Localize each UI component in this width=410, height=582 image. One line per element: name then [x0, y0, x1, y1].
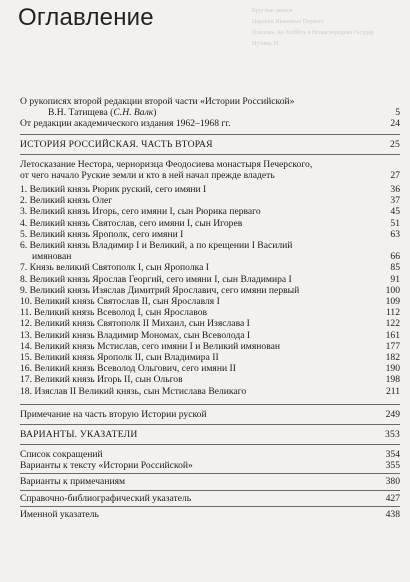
toc-entry: Справочно-библиографический указатель 427 — [20, 492, 400, 504]
chapter-list — [20, 184, 400, 397]
page-number: 27 — [390, 169, 400, 181]
page-number: 91 — [390, 273, 400, 285]
page-number: 25 — [390, 138, 400, 150]
list-item: 1. Великий князь Рюрик руский, сего имяни I 36 — [20, 184, 400, 196]
list-item: 16. Великий князь Всеволод Ольгович, сего имяни II 190 — [20, 363, 400, 375]
list-item: 4. Великий князь Святослав, сего имяни I, сын Игорев 51 — [20, 217, 400, 229]
page-number: 24 — [390, 118, 400, 130]
divider — [20, 506, 400, 507]
toc-section-heading: ВАРИАНТЫ. УКАЗАТЕЛИ 353 — [20, 429, 400, 441]
divider — [20, 473, 400, 474]
list-item: 5. Великий князь Ярополк, сего имяни I 63 — [20, 228, 400, 240]
toc-entry: От редакции академического издания 1962–1968 гг. 24 — [20, 118, 400, 130]
page-number: 85 — [390, 262, 400, 274]
list-item: 15. Великий князь Ярополк II, сын Владимира II 182 — [20, 352, 400, 364]
toc-entry: Летосказание Нестора, черноризца Феодосиева монастыря Печерского, — [20, 158, 313, 170]
list-item: 17. Великий князь Игорь II, сын Ольгов 198 — [20, 374, 400, 386]
toc-entry: Список сокращений 354 — [20, 449, 400, 461]
page-number: 36 — [390, 184, 400, 196]
page-number: 427 — [385, 492, 400, 504]
page-number: 211 — [385, 385, 400, 397]
toc-section-heading: ИСТОРИЯ РОССИЙСКАЯ. ЧАСТЬ ВТОРАЯ 25 — [20, 138, 400, 150]
page-number: 109 — [385, 296, 400, 308]
list-item: 7. Князь великий Святополк I, сын Ярополка I 85 — [20, 262, 400, 274]
divider — [20, 134, 400, 135]
page-number: 51 — [390, 217, 400, 229]
bleed-through-text: Круглые записи Царских Ивановых Первого Поклона. Ко Хюббоу в Новая передняя Государ Путина. И — [252, 8, 374, 47]
list-item: 2. Великий князь Олег 37 — [20, 195, 400, 207]
toc-entry: О рукописях второй редакции второй части «Истории Российской» — [20, 96, 295, 107]
toc-entry: Варианты к тексту «Истории Российской» 355 — [20, 460, 400, 472]
page-title: Оглавление — [18, 4, 154, 31]
page-number: 355 — [385, 460, 400, 472]
page-number: 190 — [385, 363, 400, 375]
page-number: 37 — [390, 195, 400, 207]
page-number: 249 — [385, 408, 400, 420]
page-number: 5 — [395, 107, 400, 119]
list-item: 11. Великий князь Всеволод I, сын Ярославов 112 — [20, 307, 400, 319]
list-item: 10. Великий князь Святослав II, сын Ярославля I 109 — [20, 296, 400, 308]
list-item: 3. Великий князь Игорь, сего имяни I, сын Рюрика перваго 45 — [20, 206, 400, 218]
list-item: 13. Великий князь Владимир Мономах, сын Всеволода I 161 — [20, 329, 400, 341]
toc-entry: В.Н. Татищева (С.Н. Валк) 5 — [48, 107, 400, 119]
page-number: 161 — [385, 329, 400, 341]
toc-entry: Варианты к примечаниям 380 — [20, 476, 400, 488]
divider — [20, 154, 400, 155]
page-number: 198 — [385, 374, 400, 386]
list-item: 8. Великий князь Ярослав Георгий, сего имяни I, сын Владимира I 91 — [20, 273, 400, 285]
list-item: 14. Великий князь Мстислав, сего имяни I и Великий имянован 177 — [20, 340, 400, 352]
divider — [20, 490, 400, 491]
page-number: 63 — [390, 228, 400, 240]
page-number: 354 — [385, 449, 400, 461]
list-item: 9. Великий князь Изяслав Димитрий Ярославич, сего имяни первый 100 — [20, 284, 400, 296]
page-number: 112 — [385, 307, 400, 319]
page-number: 177 — [385, 340, 400, 352]
page-number: 100 — [385, 284, 400, 296]
page-number: 353 — [385, 429, 400, 441]
list-item: 12. Великий князь Святополк II Михаил, сын Изяслава I 122 — [20, 318, 400, 330]
list-item: 18. Изяслав II Великий князь, сын Мстислава Великаго 211 — [20, 385, 400, 397]
page-number: 66 — [390, 251, 400, 263]
toc-entry: Именной указатель 438 — [20, 508, 400, 520]
list-item: 6. Великий князь Владимир I и Великий, а по крещении I Василий — [20, 240, 293, 252]
toc-entry: Примечание на часть вторую Истории руской 249 — [20, 408, 400, 420]
toc-entry: от чего начало Руские земли и кто в ней начал прежде владеть 27 — [20, 169, 400, 181]
divider — [20, 424, 400, 425]
list-item: имянован 66 — [32, 251, 400, 263]
page-number: 380 — [385, 476, 400, 488]
page-number: 438 — [385, 508, 400, 520]
divider — [20, 404, 400, 405]
page-number: 182 — [385, 352, 400, 364]
page-number: 122 — [385, 318, 400, 330]
page-number: 45 — [390, 206, 400, 218]
divider — [20, 444, 400, 445]
table-of-contents — [20, 96, 400, 520]
